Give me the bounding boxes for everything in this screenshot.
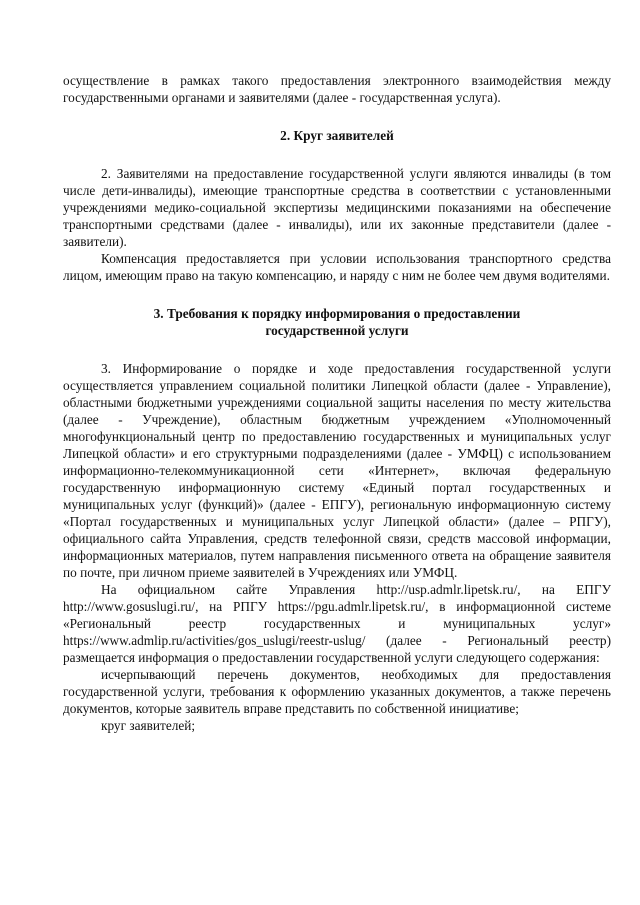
documents-list-item: исчерпывающий перечень документов, необходимых для предоставления государственной услуги, требования к оформлению указанных документов, а также перечень документов, которые заявитель вправе представить по собственной инициативе; xyxy=(63,667,611,716)
intro-paragraph: осуществление в рамках такого предоставления электронного взаимодействия между государственными органами и заявителями (далее - государственная услуга). xyxy=(63,73,611,105)
websites-paragraph: На официальном сайте Управления http://usp.admlr.lipetsk.ru/, на ЕПГУ http://www.gosuslugi.ru/, на РПГУ https://pgu.admlr.lipetsk.ru/, в информационной системе «Региональный реестр государственных и муниципальных услуг» https://www.admlip.ru/activities/gos_uslugi/reestr-uslug/ (далее - Региональный реестр) размещается информация о предоставлении государственной услуги следующего содержания: xyxy=(63,582,611,665)
section-2-heading: 2. Круг заявителей xyxy=(280,128,394,143)
section-3-heading: 3. Требования к порядку информирования о предоставлении государственной услуги xyxy=(153,306,521,338)
document-page xyxy=(63,72,611,734)
compensation-paragraph: Компенсация предоставляется при условии использования транспортного средства лицом, имеющим право на такую компенсацию, и наряду с ним не более чем двумя водителями. xyxy=(63,251,611,283)
applicants-paragraph: 2. Заявителями на предоставление государственной услуги являются инвалиды (в том числе дети-инвалиды), имеющие транспортные средства в соответствии с установленными учреждениями медико-социальной экспертизы медицинскими показаниями на обеспечение транспортными средствами (далее - инвалиды), или их законные представители (далее - заявители). xyxy=(63,166,611,249)
informing-paragraph: 3. Информирование о порядке и ходе предоставления государственной услуги осуществляется управлением социальной политики Липецкой области (далее - Управление), областными бюджетными учреждениями социальной защиты населения по месту жительства (далее - Учреждение), областным бюджетным учреждением «Уполномоченный многофункциональный центр по предоставлению государственных и муниципальных услуг Липецкой области» и его структурными подразделениями (далее - УМФЦ) с использованием информационно-телекоммуникационной сети «Интернет», включая федеральную государственную информационную систему «Единый портал государственных и муниципальных услуг (функций)» (далее - ЕПГУ), региональную информационную систему «Портал государственных и муниципальных услуг Липецкой области» (далее – РПГУ), официального сайта Управления, средств телефонной связи, средств массовой информации, информационных материалов, путем направления письменного ответа на обращение заявителя по почте, при личном приеме заявителей в Учреждениях или УМФЦ. xyxy=(63,361,611,580)
applicants-list-item: круг заявителей; xyxy=(101,718,196,733)
